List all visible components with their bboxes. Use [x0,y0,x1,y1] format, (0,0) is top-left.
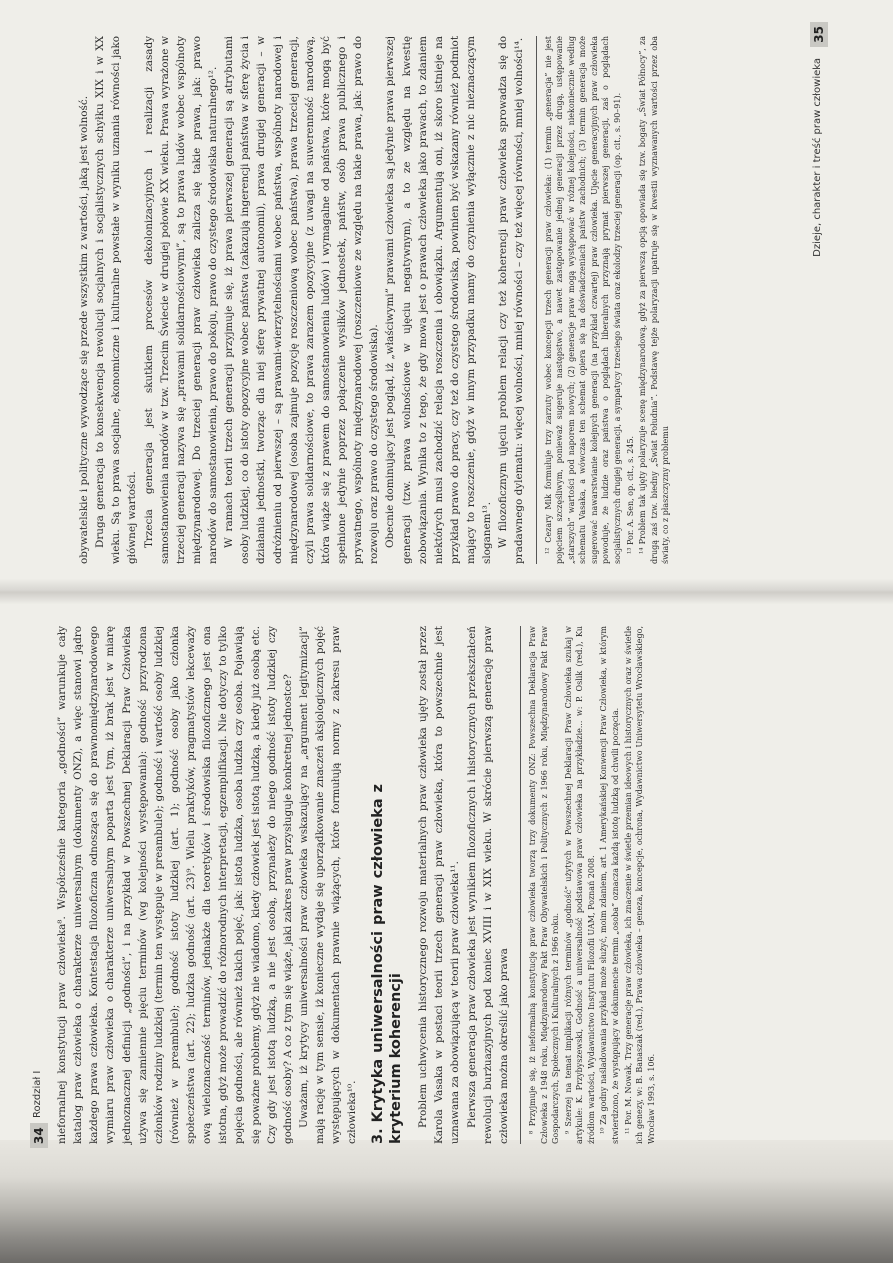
left-running-head-text: Rozdział I [32,1070,43,1118]
left-page-number: 34 [30,1123,48,1148]
footnote-13: ¹³ Por. A. Sen, op. cit., s. 245. [625,435,635,554]
right-footnotes [536,36,673,564]
right-page-body [76,36,673,564]
footnote-10: ¹⁰ Za godny naśladowania przykład może służyć, moim zdaniem, art. 1 Amerykańskiej Konwencji Praw Człowieka, w którym stwierdzono, że występujący w dokumencie termin „osoba” oznacza każdą istotę ludzką od chwili poczęcia. [599,626,621,1144]
binding-shadow [0,1140,893,1263]
left-paragraph-1: niefornalnej konstytucji praw człowieka⁸. Współcześnie kategoria „godności” warunkuje cały katalog praw człowieka o charakterze uniwersalnym (dokumenty ONZ), a więc stanowi jądro każdego prawa człowieka. Kontestacja filozoficzna odnosząca się do prawnomiędzynarodowego wymiaru praw człowieka o charakterze uniwersalnym poparta jest tym, iż brak jest w miarę jednoznacznej definicji „godności”, i na przykład w Powszechnej Deklaracji Praw Człowieka używa się zamiennie pięciu terminów (wg kolejności występowania): godność przyrodzona członków rodziny ludzkiej (termin ten występuje w preambule); godność i wartość osoby ludzkiej (również w preambule); godność istoty ludzkiej (art. 1); godność osoby jako członka społeczeństwa (art. 22); ludzka godność (art. 23)⁹. Wielu praktyków, pragmatystów lekceważy ową wieloznaczność terminów, jednakże dla teoretyków i środowiska filozoficznego jest ona istotna, gdyż może prowadzić do różnorodnych interpretacji, egzemplifikacji. Nie dotyczy to tylko pojęcia godności, ale również takich pojęć, jak: istota ludzka, osoba ludzka czy osoba. Pojawiają się poważne problemy, gdyż nie wiadomo, kiedy człowiek jest istotą ludzką, a kiedy już osobą etc. Czy gdy jest istotą ludzką, a nie jest osobą, przynależy do niego godność istoty ludzkiej czy godność osoby? A co z tym się wiąże, jaki zakres praw przysługuje konkretnej jednostce? [56,626,294,1144]
book-gutter [0,578,893,604]
left-paragraph-2: Uważam, iż krytycy uniwersalności praw człowieka wskazujący na „argument legitymizacji” mają rację w tym sensie, iż konieczne wydaje się uporządkowanie znaczeń aksjologicznych pojęć występujących w dokumentach prawnie wiążących, które formułują normy z zakresu praw człowieka¹⁰. [297,626,359,1144]
right-paragraph-4: W ramach teorii trzech generacji przyjmuje się, iż prawa pierwszej generacji są atrybutami osoby ludzkiej, co do istoty opozycyjne wobec państwa (zakazują ingerencji państwa w sferę życia i działania jednostki, tworząc dla niej sferę prywatnej autonomii), prawa drugiej generacji – w odróżnieniu od pierwszej – są prawami-wierzytelnościami wobec państwa, wspólnoty narodowej i międzynarodowej (osoba zajmuje pozycję roszczeniową wobec państwa), prawa trzeciej generacji, czyli prawa solidarnościowe, to prawa zarazem opozycyjne (z uwagi na suwerenność narodową, która wiąże się z prawem do samostanowienia ludów) i wymagalne od państwa, które mogą być spełnione jedynie poprzez połączenie wysiłków jednostek, państw, osób prawa publicznego i prywatnego, wspólnoty międzynarodowej (roszczeniowe ze względu na takie prawa, jak: prawo do rozwoju oraz prawo do czystego środowiska). [223,36,381,564]
footnote-14: ¹⁴ Problem tak ujęty polaryzuje scenę międzynarodową, gdyż za pierwszą opcją opowiada się tzw. bogaty „Świat Północy”, za drugą zaś tzw. biedny „Świat Południa”. Podstawę tejże polaryzacji upatruje się w kwestii wyznawanych wartości przez oba światy, co z płaszczyzny problemu [638,36,671,564]
right-page-number: 35 [810,22,828,47]
right-paragraph-6: W filozoficznym ujęciu problem relacji czy też koherencji praw człowieka sprowadza się do pradawnego dylematu: więcej wolności, mniej równości – czy też więcej równości, mniej wolności¹⁴. [497,36,526,564]
left-footnotes [520,626,658,1144]
right-paragraph-2: Druga generacja to konsekwencja rewolucji socjalnych i socjalistycznych schyłku XIX i w XX wieku. Są to prawa socjalne, ekonomiczne i kulturalne powstałe w wyniku uznania równości jako głównej wartości. [94,36,139,564]
left-paragraph-4: Pierwsza generacja praw człowieka jest wynikiem filozoficznych i historycznych przekształceń rewolucji burżuazyjnych pod koniec XVIII i w XIX wieku. W skrócie pierwszą generację praw człowieka można określić jako prawa [465,626,510,1144]
right-running-head-text: Dzieje, charakter i treść praw człowieka [812,58,823,257]
right-paragraph-1: obywatelskie i polityczne wywodzące się przede wszystkim z wartości, jaką jest wolność. [78,95,90,564]
left-running-head [32,626,52,1144]
footnote-9: ⁹ Szerzej na temat implikacji różnych terminów „godność” użytych w Powszechnej Deklaracji Praw Człowieka szukaj w artykule: K. Przybyszewski, Godność a uniwersalność podstawowa praw człowieka na przykładzie... w: P. Oslik (red.), Ku źródłom wartości, Wydawnictwo Instytutu Filozofii UAM, Poznań 2008. [563,626,596,1144]
left-page [32,608,656,1148]
right-paragraph-5: Obecnie dominujący jest pogląd, iż „właściwymi” prawami człowieka są jedynie prawa pierwszej generacji (tzw. prawa wolnościowe w ujęciu negatywnym), a to ze względu na kwestię zobowiązania. Wynika to z tego, że gdy mowa jest o prawach człowieka jako prawach, to zdaniem niektórych musi zachodzić relacja roszczenia i obowiązku. Argumentują oni, iż skoro istnieje na przykład prawo do pracy, czy też do czystego środowiska, powinien być wskazany również podmiot mający to roszczenie, gdyż w innym przypadku mamy do czynienia wyłącznie z nic nieznaczącym sloganem¹³. [384,36,494,564]
right-running-head [812,28,832,268]
footnote-8: ⁸ Przyjmuje się, iż nieformalną konstytucję praw człowieka tworzą trzy dokumenty ONZ: Powszechna Deklaracja Praw Człowieka z 1948 roku, Międzynarodowy Pakt Praw Obywatelskich i Politycznych z 1966 roku, Międzynarodowy Pakt Praw Gospodarczych, Społecznych i Kulturalnych z 1966 roku. [527,626,561,1144]
left-paragraph-3: Problem uchwycenia historycznego rozwoju materialnych praw człowieka ujęty został przez Karola Vasaka w postaci teorii trzech generacji praw człowieka, która to powszechnie jest uznawana za obowiązującą w teorii praw człowieka¹¹. [417,626,462,1144]
footnote-11: ¹¹ Por. M. Nowak, Trzy generacje praw człowieka, ich znaczenie w świetle przemian ideowych i historycznych oraz w świetle ich genezy, w: B. Banaszak (red.), Prawa człowieka – geneza, koncepcje, ochrona, Wydawnictwo Uniwersytetu Wrocławskiego, Wrocław 1993, s. 106. [623,626,656,1144]
section-heading: 3. Krytyka uniwersalności praw człowieka z kryterium koherencji [370,784,404,1144]
left-page-body [54,626,658,1144]
right-page [62,20,832,568]
right-paragraph-3: Trzecia generacja jest skutkiem procesów dekolonizacyjnych i realizacji zasady samostanowienia narodów w tzw. Trzecim Świecie w drugiej połowie XX wieku. Prawa wyrażone w trzeciej generacji nazywa się „prawami solidarnościowymi”, są to prawa ludów wobec wspólnoty międzynarodowej. Do trzeciej generacji praw człowieka zalicza się takie prawa, jak: prawo narodów do samostanowienia, prawo do pokoju, prawo do czystego środowiska naturalnego¹². [142,36,219,564]
footnote-12: ¹² Cezary Mik formułuje trzy zarzuty wobec koncepcji trzech generacji praw człowieka: (1) termin „generacja” nie jest pojęciem szczęśliwym, ponieważ sugeruje następstwo, a nawet zastępowanie jednej generacji przez drugą, ustępowanie „starszych” wartości pod naporem nowych; (2) generacje praw mogą występować w różnej kolejności, niekoniecznie według schematu Vasaka, a wówczas ten schemat opiera się na doświadczeniach państw zachodnich; (3) termin generacja może sugerować nawarstwianie kolejnych generacji (na przykład czwartej) praw człowieka. Ujęcie generacyjnych praw człowieka powoduje, że ludzie oraz państwa o poglądach liberalnych przyznają prymat pierwszej generacji, zaś o poglądach socjalistycznych drugiej generacji, a sympatycy trzeciego świata oraz ekolodzy trzeciej generacji (op. cit., s. 90–91). [543,36,623,564]
